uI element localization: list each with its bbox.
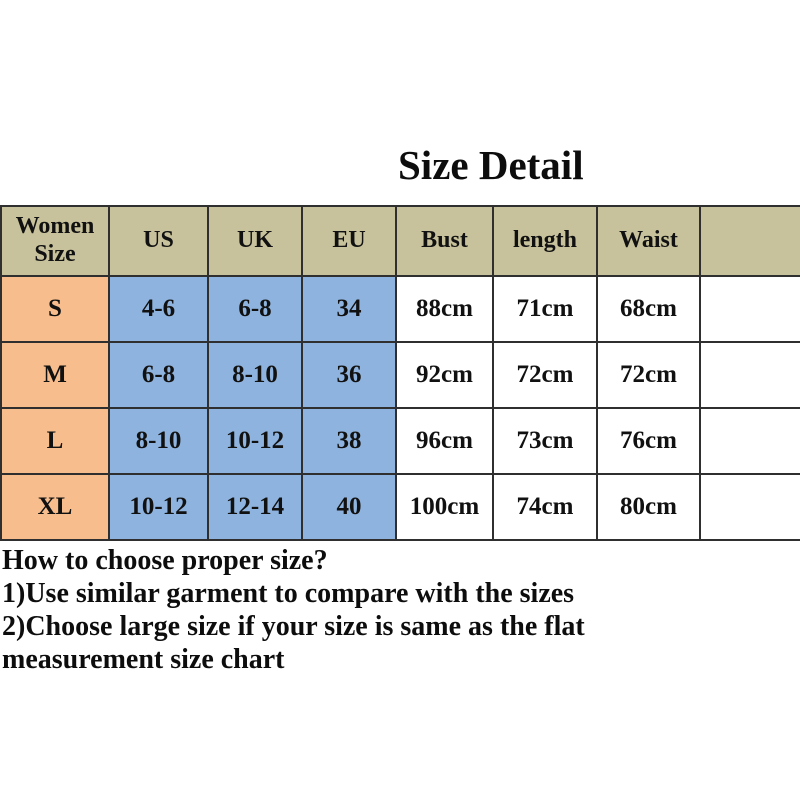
table-row-xl <box>1 474 800 540</box>
notes-heading: How to choose proper size? <box>2 545 328 576</box>
cell-size: M <box>1 342 109 408</box>
cell-bust: 100cm <box>396 474 493 540</box>
cell-length: 73cm <box>493 408 597 474</box>
notes-line-2: 2)Choose large size if your size is same as the flat <box>2 611 585 642</box>
size-chart-header <box>1 206 800 276</box>
size-chart-body <box>1 276 800 540</box>
col-header-eu: EU <box>302 206 396 276</box>
cell-uk: 12-14 <box>208 474 302 540</box>
col-header-waist: Waist <box>597 206 700 276</box>
cell-us: 8-10 <box>109 408 208 474</box>
cell-bust: 92cm <box>396 342 493 408</box>
col-header-length: length <box>493 206 597 276</box>
cell-length: 72cm <box>493 342 597 408</box>
cell-length: 74cm <box>493 474 597 540</box>
size-chart-table <box>0 205 800 541</box>
size-notes <box>0 544 796 676</box>
cell-uk: 6-8 <box>208 276 302 342</box>
cell-empty <box>700 276 800 342</box>
cell-eu: 38 <box>302 408 396 474</box>
cell-uk: 10-12 <box>208 408 302 474</box>
cell-size: L <box>1 408 109 474</box>
cell-size: XL <box>1 474 109 540</box>
page-title: Size Detail <box>398 142 584 188</box>
cell-us: 4-6 <box>109 276 208 342</box>
cell-length: 71cm <box>493 276 597 342</box>
cell-bust: 88cm <box>396 276 493 342</box>
col-header-bust: Bust <box>396 206 493 276</box>
table-row-l <box>1 408 800 474</box>
cell-empty <box>700 474 800 540</box>
col-header-empty <box>700 206 800 276</box>
col-header-women-size: Women Size <box>1 206 109 276</box>
cell-eu: 40 <box>302 474 396 540</box>
col-header-us: US <box>109 206 208 276</box>
cell-waist: 72cm <box>597 342 700 408</box>
table-row-s <box>1 276 800 342</box>
header-row <box>1 206 800 276</box>
cell-waist: 76cm <box>597 408 700 474</box>
cell-empty <box>700 342 800 408</box>
notes-line-3: measurement size chart <box>2 644 285 675</box>
cell-eu: 36 <box>302 342 396 408</box>
table-row-m <box>1 342 800 408</box>
cell-uk: 8-10 <box>208 342 302 408</box>
cell-bust: 96cm <box>396 408 493 474</box>
cell-waist: 80cm <box>597 474 700 540</box>
cell-empty <box>700 408 800 474</box>
cell-waist: 68cm <box>597 276 700 342</box>
cell-eu: 34 <box>302 276 396 342</box>
cell-us: 6-8 <box>109 342 208 408</box>
cell-us: 10-12 <box>109 474 208 540</box>
cell-size: S <box>1 276 109 342</box>
col-header-uk: UK <box>208 206 302 276</box>
notes-line-1: 1)Use similar garment to compare with the sizes <box>2 578 575 609</box>
